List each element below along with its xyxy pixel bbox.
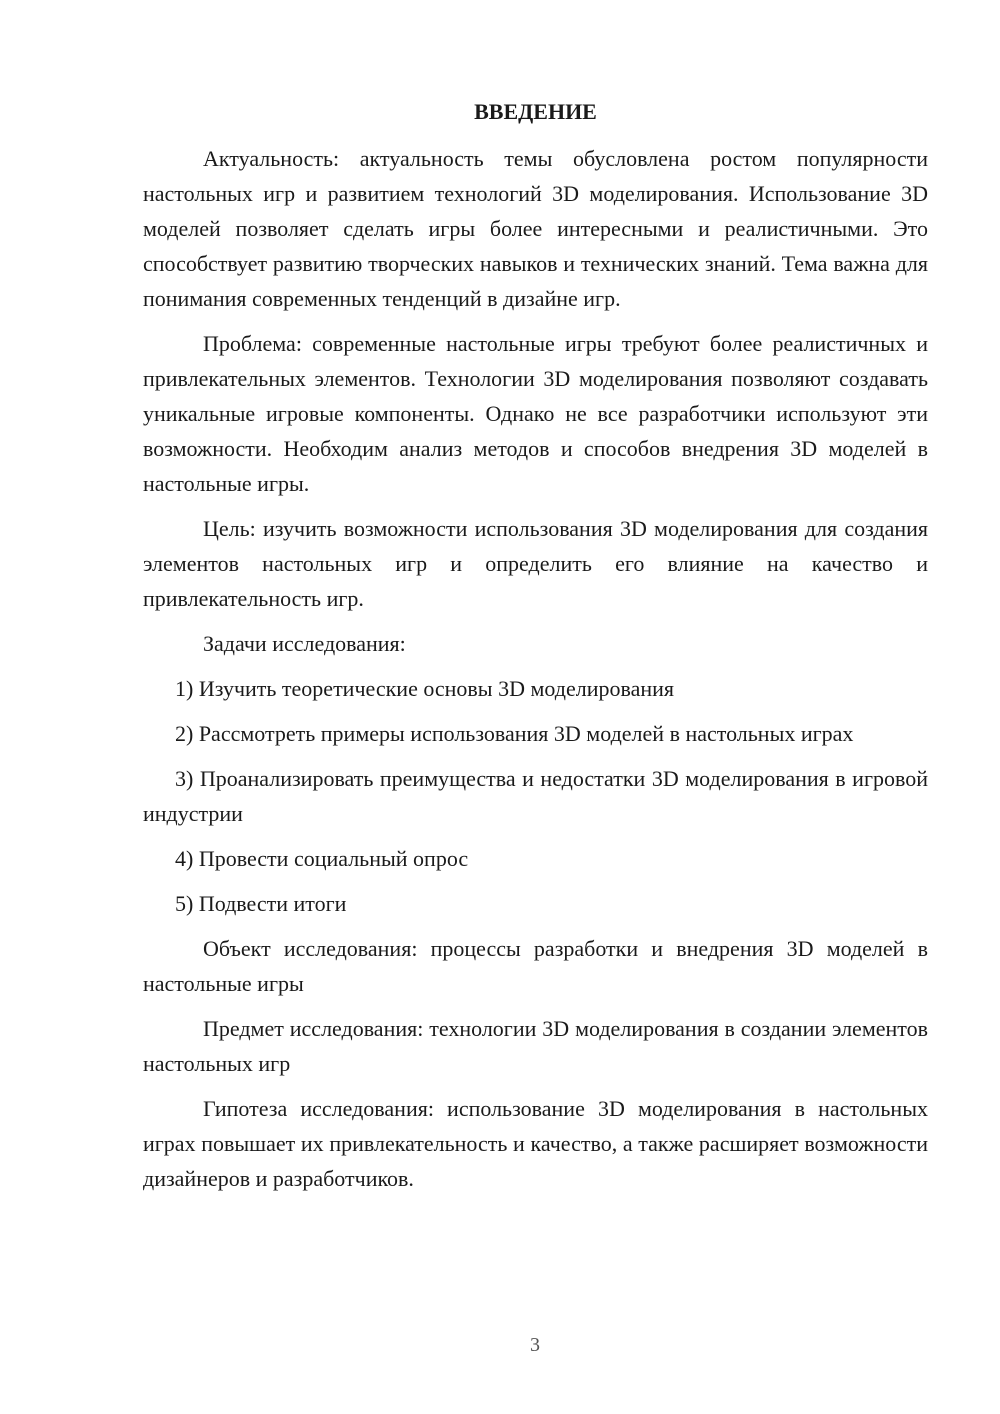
task-item-4: 4) Провести социальный опрос [175, 846, 469, 871]
section-heading: ВВЕДЕНИЕ [474, 99, 597, 124]
page-number: 3 [530, 1334, 540, 1356]
hypothesis-paragraph: Гипотеза исследования: использование 3D моделирования в настольных играх повышает их привлекательность и качество, а также расширяет возможности дизайнеров и разработчиков. [143, 1096, 928, 1191]
object-paragraph: Объект исследования: процессы разработки и внедрения 3D моделей в настольные игры [143, 936, 928, 996]
task-item-2: 2) Рассмотреть примеры использования 3D моделей в настольных играх [175, 721, 854, 746]
task-item-5: 5) Подвести итоги [175, 891, 347, 916]
subject-paragraph: Предмет исследования: технологии 3D моделирования в создании элементов настольных игр [143, 1016, 928, 1076]
task-item-3: 3) Проанализировать преимущества и недостатки 3D моделирования в игровой индустрии [143, 766, 928, 826]
relevance-paragraph: Актуальность: актуальность темы обусловлена ростом популярности настольных игр и развитием технологий 3D моделирования. Использование 3D моделей позволяет сделать игры более интересными и реалистичными. Это способствует развитию творческих навыков и технических знаний. Тема важна для понимания современных тенденций в дизайне игр. [143, 146, 928, 311]
page-content [143, 94, 928, 1206]
problem-paragraph: Проблема: современные настольные игры требуют более реалистичных и привлекательных элементов. Технологии 3D моделирования позволяют создавать уникальные игровые компоненты. Однако не все разработчики используют эти возможности. Необходим анализ методов и способов внедрения 3D моделей в настольные игры. [143, 331, 928, 496]
goal-paragraph: Цель: изучить возможности использования 3D моделирования для создания элементов настольных игр и определить его влияние на качество и привлекательность игр. [143, 516, 928, 611]
task-item-1: 1) Изучить теоретические основы 3D моделирования [175, 676, 674, 701]
tasks-label: Задачи исследования: [203, 631, 406, 656]
